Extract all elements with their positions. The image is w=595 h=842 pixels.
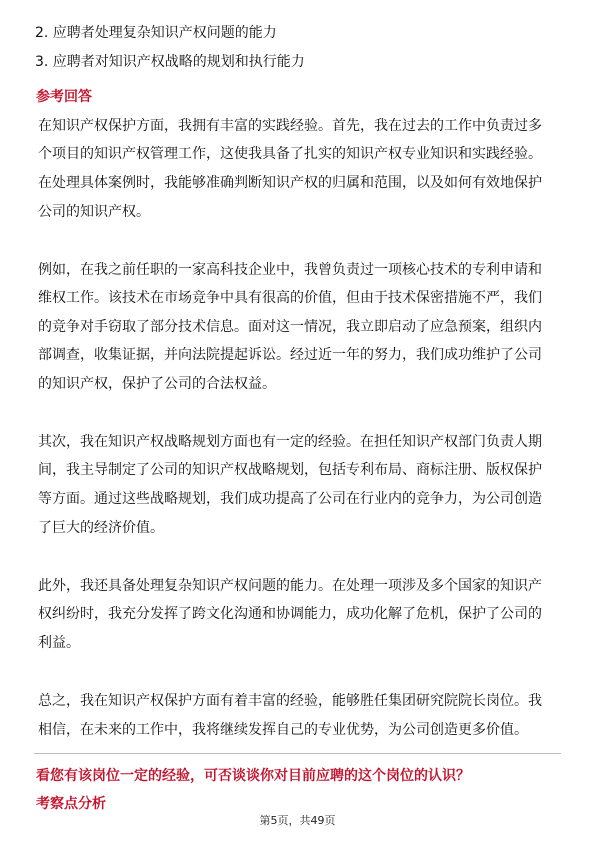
section-divider — [34, 753, 561, 754]
paragraph-line: 相信，在未来的工作中，我将继续发挥自己的专业优势，为公司创造更多价值。 — [38, 722, 528, 738]
paragraph-line: 其次，我在知识产权战略规划方面也有一定的经验。在担任知识产权部门负责人期 — [38, 434, 542, 450]
paragraph-line: 个项目的知识产权管理工作，这使我具备了扎实的知识产权专业知识和实践经验。 — [38, 146, 542, 162]
paragraph-line: 利益。 — [38, 635, 80, 651]
list-item: 3. 应聘者对知识产权战略的规划和执行能力 — [35, 54, 305, 70]
paragraph-line: 权纠纷时，我充分发挥了跨文化沟通和协调能力，成功化解了危机，保护了公司的 — [38, 606, 542, 622]
paragraph-line: 公司的知识产权。 — [38, 204, 150, 220]
analysis-heading: 考察点分析 — [36, 796, 106, 812]
paragraph-line: 在知识产权保护方面，我拥有丰富的实践经验。首先，我在过去的工作中负责过多 — [38, 118, 542, 134]
paragraph-line: 的知识产权，保护了公司的合法权益。 — [38, 376, 276, 392]
list-item: 2. 应聘者处理复杂知识产权问题的能力 — [35, 25, 277, 41]
paragraph-line: 此外，我还具备处理复杂知识产权问题的能力。在处理一项涉及多个国家的知识产 — [38, 578, 542, 594]
paragraph-line: 例如，在我之前任职的一家高科技企业中，我曾负责过一项核心技术的专利申请和 — [38, 262, 542, 278]
page-number: 第5页，共49页 — [259, 814, 336, 827]
paragraph-line: 等方面。通过这些战略规划，我们成功提高了公司在行业内的竞争力，为公司创造 — [38, 491, 542, 507]
paragraph-line: 总之，我在知识产权保护方面有着丰富的经验，能够胜任集团研究院院长岗位。我 — [38, 693, 542, 709]
answer-heading: 参考回答 — [36, 89, 92, 105]
paragraph-line: 维权工作。该技术在市场竞争中具有很高的价值，但由于技术保密措施不严，我们 — [38, 290, 542, 306]
paragraph-line: 间，我主导制定了公司的知识产权战略规划，包括专利布局、商标注册、版权保护 — [38, 462, 542, 478]
paragraph-line: 了巨大的经济价值。 — [38, 520, 164, 536]
paragraph-line: 的竞争对手窃取了部分技术信息。面对这一情况，我立即启动了应急预案，组织内 — [38, 319, 542, 335]
paragraph-line: 在处理具体案例时，我能够准确判断知识产权的归属和范围，以及如何有效地保护 — [38, 175, 542, 191]
question-heading: 看您有该岗位一定的经验，可否谈谈你对目前应聘的这个岗位的认识？ — [36, 768, 470, 784]
paragraph-line: 部调查，收集证据，并向法院提起诉讼。经过近一年的努力，我们成功维护了公司 — [38, 347, 542, 363]
